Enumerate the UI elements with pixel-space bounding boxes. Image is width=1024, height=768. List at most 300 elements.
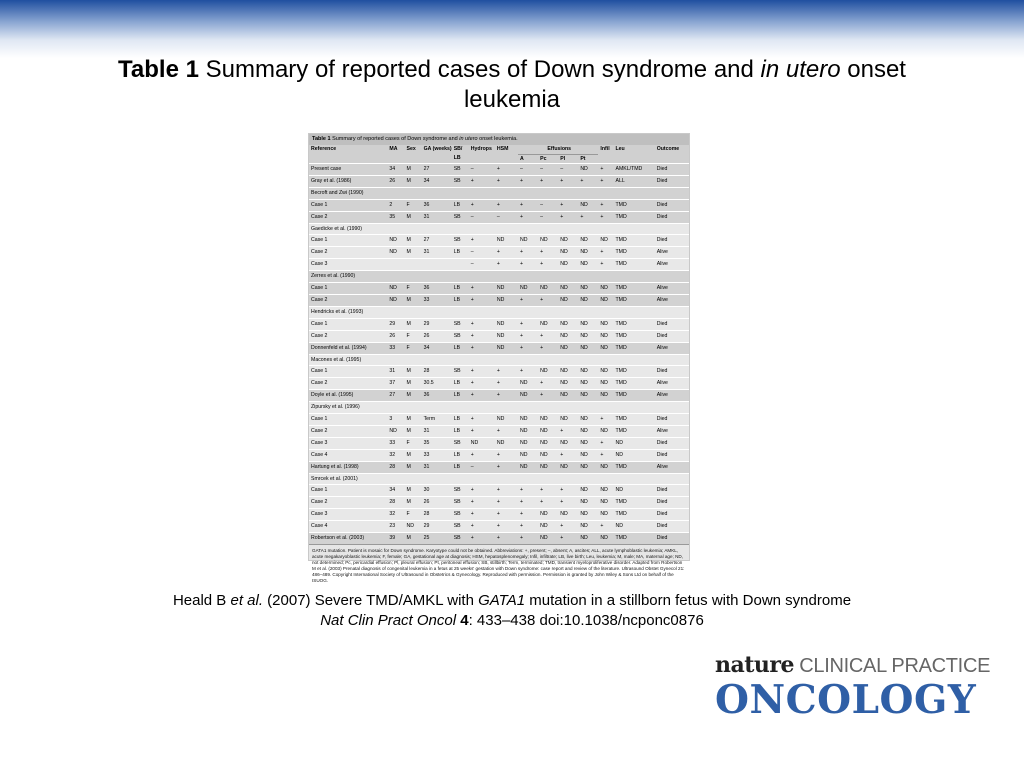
table-cell: +	[495, 425, 518, 437]
table-cell: TMD	[614, 461, 655, 473]
table-cell: +	[558, 533, 578, 544]
table-cell: TMD	[614, 509, 655, 521]
table-cell: ND	[578, 247, 598, 259]
table-cell: ND	[578, 437, 598, 449]
table-cell: F	[404, 509, 421, 521]
table-row	[309, 390, 689, 402]
table-cell: Died	[655, 509, 689, 521]
reference-cell: Hartung et al. (1998)	[309, 461, 387, 473]
table-cell: +	[469, 283, 495, 295]
table-cell: +	[558, 521, 578, 533]
table-cell: ND	[578, 164, 598, 176]
table-cell: ND	[518, 378, 538, 390]
table-cell: +	[469, 390, 495, 402]
table-cell: +	[598, 521, 613, 533]
table-cell: ND	[495, 330, 518, 342]
reference-cell: Case 2	[309, 211, 387, 223]
table-cell: 36	[422, 199, 452, 211]
table-row	[309, 533, 689, 544]
table-cell: ND	[558, 283, 578, 295]
reference-cell: Donnenfeld et al. (1994)	[309, 342, 387, 354]
table-cell: M	[404, 247, 421, 259]
table-cell: ND	[558, 414, 578, 426]
reference-cell: Case 1	[309, 414, 387, 426]
logo-oncology-text: ONCOLOGY	[715, 677, 977, 723]
table-cell: 29	[387, 318, 404, 330]
col-header-effusions: Effusions	[518, 145, 598, 155]
table-cell: +	[558, 485, 578, 497]
citation-title-2: mutation in a stillborn fetus with Down syndrome	[525, 592, 852, 609]
table-cell: ND	[558, 259, 578, 271]
table-cell: 25	[422, 533, 452, 544]
group-reference-cell: Becroft and Zwi (1990)	[309, 187, 689, 199]
table-caption-italic: in utero	[459, 136, 478, 142]
table-cell: Alive	[655, 425, 689, 437]
table-cell: +	[518, 366, 538, 378]
table-cell: SB	[452, 164, 469, 176]
reference-cell: Case 1	[309, 366, 387, 378]
table-cell: LB	[452, 199, 469, 211]
table-cell: +	[598, 199, 613, 211]
table-cell: TMD	[614, 342, 655, 354]
table-cell: ND	[495, 318, 518, 330]
col-header-infil: Infil	[598, 145, 613, 164]
table-cell: Alive	[655, 390, 689, 402]
reference-cell: Case 1	[309, 485, 387, 497]
table-cell: +	[518, 533, 538, 544]
table-cell: +	[598, 164, 613, 176]
table-row	[309, 521, 689, 533]
table-cell: +	[598, 259, 613, 271]
reference-cell: Case 2	[309, 247, 387, 259]
table-cell: +	[495, 247, 518, 259]
table-row	[309, 294, 689, 306]
table-cell: 31	[387, 366, 404, 378]
table-cell: SB	[452, 211, 469, 223]
table-cell: +	[469, 366, 495, 378]
table-cell: F	[404, 342, 421, 354]
table-cell: 31	[422, 211, 452, 223]
table-cell: SB	[452, 318, 469, 330]
table-cell: Died	[655, 199, 689, 211]
citation-authors: Heald B	[172, 592, 231, 609]
table-cell: +	[495, 199, 518, 211]
table-cell: M	[404, 294, 421, 306]
table-cell: ALL	[614, 175, 655, 187]
table-cell: 32	[387, 509, 404, 521]
table-cell: +	[469, 414, 495, 426]
table-cell: Died	[655, 211, 689, 223]
table-cell: ND	[538, 235, 558, 247]
table-cell: 23	[387, 521, 404, 533]
table-cell: 26	[422, 330, 452, 342]
table-cell: –	[495, 211, 518, 223]
table-row	[309, 414, 689, 426]
table-row	[309, 425, 689, 437]
table-cell: Alive	[655, 378, 689, 390]
reference-cell: Gray et al. (1986)	[309, 175, 387, 187]
table-cell: +	[558, 497, 578, 509]
table-cell: ND	[578, 425, 598, 437]
table-cell: +	[578, 175, 598, 187]
table-caption	[309, 134, 689, 145]
table-caption-text-2: onset leukemia.	[477, 136, 518, 142]
col-header-sex: Sex	[404, 145, 421, 164]
table-cell: LB	[452, 283, 469, 295]
citation	[60, 591, 964, 631]
table-cell: ND	[495, 437, 518, 449]
table-cell: ND	[614, 449, 655, 461]
table-cell: –	[469, 211, 495, 223]
table-cell: TMD	[614, 259, 655, 271]
col-header-hydrops: Hydrops	[469, 145, 495, 164]
table-cell: +	[518, 318, 538, 330]
table-cell: –	[469, 164, 495, 176]
title-label: Table 1	[118, 56, 199, 83]
table-cell: +	[558, 211, 578, 223]
table-cell: +	[495, 449, 518, 461]
table-cell: 27	[387, 390, 404, 402]
table-cell: +	[518, 247, 538, 259]
table-cell: M	[404, 449, 421, 461]
table-cell: ND	[538, 509, 558, 521]
group-reference-cell: Gaedicke et al. (1990)	[309, 223, 689, 235]
table-cell: M	[404, 164, 421, 176]
reference-cell: Robertson et al. (2003)	[309, 533, 387, 544]
table-cell: ND	[558, 342, 578, 354]
table-cell: 33	[422, 449, 452, 461]
table-row	[309, 378, 689, 390]
table-row	[309, 247, 689, 259]
table-cell: ND	[578, 509, 598, 521]
table-cell: ND	[538, 533, 558, 544]
table-cell: M	[404, 533, 421, 544]
table-cell: LB	[452, 342, 469, 354]
table-cell: ND	[518, 414, 538, 426]
table-cell: ND	[578, 330, 598, 342]
table-cell: ND	[558, 509, 578, 521]
table-cell: +	[538, 485, 558, 497]
table-cell: +	[495, 164, 518, 176]
table-cell: ND	[538, 449, 558, 461]
table-cell: ND	[558, 366, 578, 378]
table-group-row	[309, 354, 689, 366]
table-cell: ND	[558, 294, 578, 306]
table-cell: +	[518, 330, 538, 342]
table-cell: +	[495, 390, 518, 402]
table-cell: ND	[598, 378, 613, 390]
table-cell: +	[469, 485, 495, 497]
table-cell: ND	[558, 235, 578, 247]
table-row	[309, 366, 689, 378]
group-reference-cell: Macones et al. (1995)	[309, 354, 689, 366]
table-cell: 34	[387, 164, 404, 176]
table-cell: +	[495, 485, 518, 497]
table-cell: 34	[422, 342, 452, 354]
table-row	[309, 485, 689, 497]
table-cell: +	[495, 509, 518, 521]
table-cell: ND	[578, 342, 598, 354]
table-cell: ND	[495, 235, 518, 247]
table-cell: +	[518, 342, 538, 354]
col-header-outcome: Outcome	[655, 145, 689, 164]
table-cell: TMD	[614, 235, 655, 247]
table-cell: ND	[538, 318, 558, 330]
table-row	[309, 497, 689, 509]
table-cell: ND	[614, 521, 655, 533]
table-cell: Died	[655, 485, 689, 497]
citation-journal: Nat Clin Pract Oncol	[320, 612, 457, 629]
table-row	[309, 175, 689, 187]
table-cell: +	[518, 485, 538, 497]
table-cell: TMD	[614, 199, 655, 211]
table-cell: ND	[598, 533, 613, 544]
table-cell: 30	[422, 485, 452, 497]
table-cell: Died	[655, 164, 689, 176]
table-cell: SB	[452, 485, 469, 497]
reference-cell: Case 2	[309, 497, 387, 509]
table-cell: ND	[538, 437, 558, 449]
table-cell: M	[404, 378, 421, 390]
col-header-a: A	[518, 155, 538, 164]
table-cell: ND	[518, 437, 538, 449]
table-cell: ND	[578, 294, 598, 306]
reference-cell: Case 1	[309, 318, 387, 330]
col-header-pc: Pc	[538, 155, 558, 164]
table-caption-text-1: Summary of reported cases of Down syndrome and	[330, 136, 460, 142]
table-cell: ND	[558, 437, 578, 449]
table-cell: +	[495, 461, 518, 473]
table-cell: SB	[452, 366, 469, 378]
citation-gene: GATA1	[478, 592, 526, 609]
table-cell: LB	[452, 461, 469, 473]
table-cell: Died	[655, 497, 689, 509]
table-cell: +	[538, 378, 558, 390]
reference-cell: Case 3	[309, 509, 387, 521]
citation-title-1: (2007) Severe TMD/AMKL with	[263, 592, 479, 609]
table-cell: Died	[655, 414, 689, 426]
table-row	[309, 342, 689, 354]
table-body	[309, 164, 689, 545]
table-cell: 36	[422, 390, 452, 402]
table-cell: SB	[452, 330, 469, 342]
table-cell: M	[404, 175, 421, 187]
table-cell: +	[495, 533, 518, 544]
table-cell: +	[495, 497, 518, 509]
table-cell: +	[598, 211, 613, 223]
table-cell: +	[558, 449, 578, 461]
table-cell: Died	[655, 330, 689, 342]
table-cell: +	[469, 521, 495, 533]
table-cell: SB	[452, 235, 469, 247]
table-cell: Alive	[655, 342, 689, 354]
title-text-3: leukemia	[463, 86, 561, 113]
col-header-pl: Pl	[558, 155, 578, 164]
table-cell: SB	[452, 175, 469, 187]
table-cell: +	[558, 199, 578, 211]
table-cell: M	[404, 390, 421, 402]
reference-cell: Case 3	[309, 259, 387, 271]
table-cell: –	[538, 164, 558, 176]
table-figure	[308, 133, 690, 584]
table-cell: 31	[422, 247, 452, 259]
table-cell: 2	[387, 199, 404, 211]
table-cell: ND	[538, 366, 558, 378]
table-cell: TMD	[614, 247, 655, 259]
table-cell: +	[598, 247, 613, 259]
table-cell: –	[538, 211, 558, 223]
table-cell: +	[469, 449, 495, 461]
table-group-row	[309, 223, 689, 235]
table-cell: ND	[518, 449, 538, 461]
table-cell: F	[404, 437, 421, 449]
table-cell: ND	[518, 283, 538, 295]
table-cell: +	[495, 521, 518, 533]
table-header-row	[309, 145, 689, 155]
table-cell: ND	[598, 235, 613, 247]
table-cell: ND	[469, 437, 495, 449]
table-cell: TMD	[614, 497, 655, 509]
table-row	[309, 449, 689, 461]
table-cell: ND	[578, 366, 598, 378]
table-cell: TMD	[614, 425, 655, 437]
col-header-ga: GA (weeks)	[422, 145, 452, 164]
table-cell: +	[558, 175, 578, 187]
table-cell: LB	[452, 378, 469, 390]
table-cell: F	[404, 199, 421, 211]
table-cell: +	[469, 175, 495, 187]
reference-cell: Doyle et al. (1995)	[309, 390, 387, 402]
table-cell: –	[538, 199, 558, 211]
table-cell: 35	[387, 211, 404, 223]
table-cell: 27	[422, 235, 452, 247]
table-cell: +	[598, 449, 613, 461]
table-cell: 35	[422, 437, 452, 449]
reference-cell: Case 1	[309, 199, 387, 211]
table-caption-label: Table 1	[312, 136, 331, 142]
table-cell: ND	[578, 259, 598, 271]
table-cell: +	[469, 235, 495, 247]
table-cell: ND	[404, 521, 421, 533]
table-cell: ND	[558, 461, 578, 473]
citation-volume: 4	[456, 612, 469, 629]
table-cell: Alive	[655, 259, 689, 271]
table-cell: 28	[387, 461, 404, 473]
table-cell: ND	[538, 521, 558, 533]
table-cell: Alive	[655, 294, 689, 306]
table-cell: M	[404, 235, 421, 247]
table-cell: ND	[538, 414, 558, 426]
table-cell: 26	[387, 330, 404, 342]
table-cell: –	[469, 461, 495, 473]
table-cell: +	[538, 390, 558, 402]
reference-cell: Case 2	[309, 378, 387, 390]
table-cell: TMD	[614, 366, 655, 378]
table-cell: ND	[598, 294, 613, 306]
table-cell: +	[495, 259, 518, 271]
table-cell: +	[469, 425, 495, 437]
table-row	[309, 330, 689, 342]
reference-cell: Case 2	[309, 425, 387, 437]
table-cell: +	[518, 211, 538, 223]
table-row	[309, 437, 689, 449]
table-cell: SB	[452, 521, 469, 533]
table-cell: 33	[387, 342, 404, 354]
table-cell: ND	[598, 485, 613, 497]
table-cell: +	[469, 533, 495, 544]
table-cell: TMD	[614, 330, 655, 342]
table-cell: +	[518, 521, 538, 533]
journal-logo	[715, 652, 995, 722]
table-cell: +	[518, 509, 538, 521]
table-cell: –	[518, 164, 538, 176]
table-cell: +	[469, 342, 495, 354]
table-cell: ND	[495, 283, 518, 295]
title-text-2: onset	[840, 56, 906, 83]
reference-cell: Case 2	[309, 294, 387, 306]
table-cell: ND	[598, 509, 613, 521]
table-cell: TMD	[614, 390, 655, 402]
table-cell: +	[518, 259, 538, 271]
table-cell: ND	[578, 378, 598, 390]
table-cell: SB	[452, 437, 469, 449]
table-cell	[404, 259, 421, 271]
table-cell: +	[469, 497, 495, 509]
table-cell: Alive	[655, 461, 689, 473]
table-cell: LB	[452, 247, 469, 259]
table-cell: ND	[495, 294, 518, 306]
table-cell: ND	[387, 294, 404, 306]
table-row	[309, 461, 689, 473]
table-cell: ND	[614, 437, 655, 449]
table-cell: +	[598, 437, 613, 449]
table-cell: LB	[452, 425, 469, 437]
table-cell: –	[558, 164, 578, 176]
table-cell: ND	[578, 449, 598, 461]
table-cell: ND	[558, 318, 578, 330]
table-cell: 36	[422, 283, 452, 295]
table-group-row	[309, 306, 689, 318]
table-cell: 31	[422, 425, 452, 437]
table-cell: +	[538, 247, 558, 259]
table-cell: 33	[387, 437, 404, 449]
table-cell: ND	[578, 521, 598, 533]
table-cell: +	[469, 330, 495, 342]
table-cell: ND	[614, 485, 655, 497]
table-row	[309, 235, 689, 247]
table-group-row	[309, 473, 689, 485]
table-cell: ND	[598, 318, 613, 330]
table-cell: Alive	[655, 247, 689, 259]
table-cell: ND	[578, 235, 598, 247]
table-cell: Alive	[655, 283, 689, 295]
data-table	[309, 145, 689, 544]
table-cell: ND	[598, 461, 613, 473]
table-group-row	[309, 271, 689, 283]
col-header-ma: MA	[387, 145, 404, 164]
table-cell: ND	[495, 414, 518, 426]
table-cell	[452, 259, 469, 271]
table-cell	[387, 259, 404, 271]
table-cell: ND	[495, 342, 518, 354]
table-cell: LB	[452, 414, 469, 426]
table-cell: ND	[558, 378, 578, 390]
table-cell: ND	[578, 390, 598, 402]
reference-cell: Case 4	[309, 521, 387, 533]
table-cell: Died	[655, 521, 689, 533]
reference-cell: Case 2	[309, 330, 387, 342]
table-cell: 34	[422, 175, 452, 187]
